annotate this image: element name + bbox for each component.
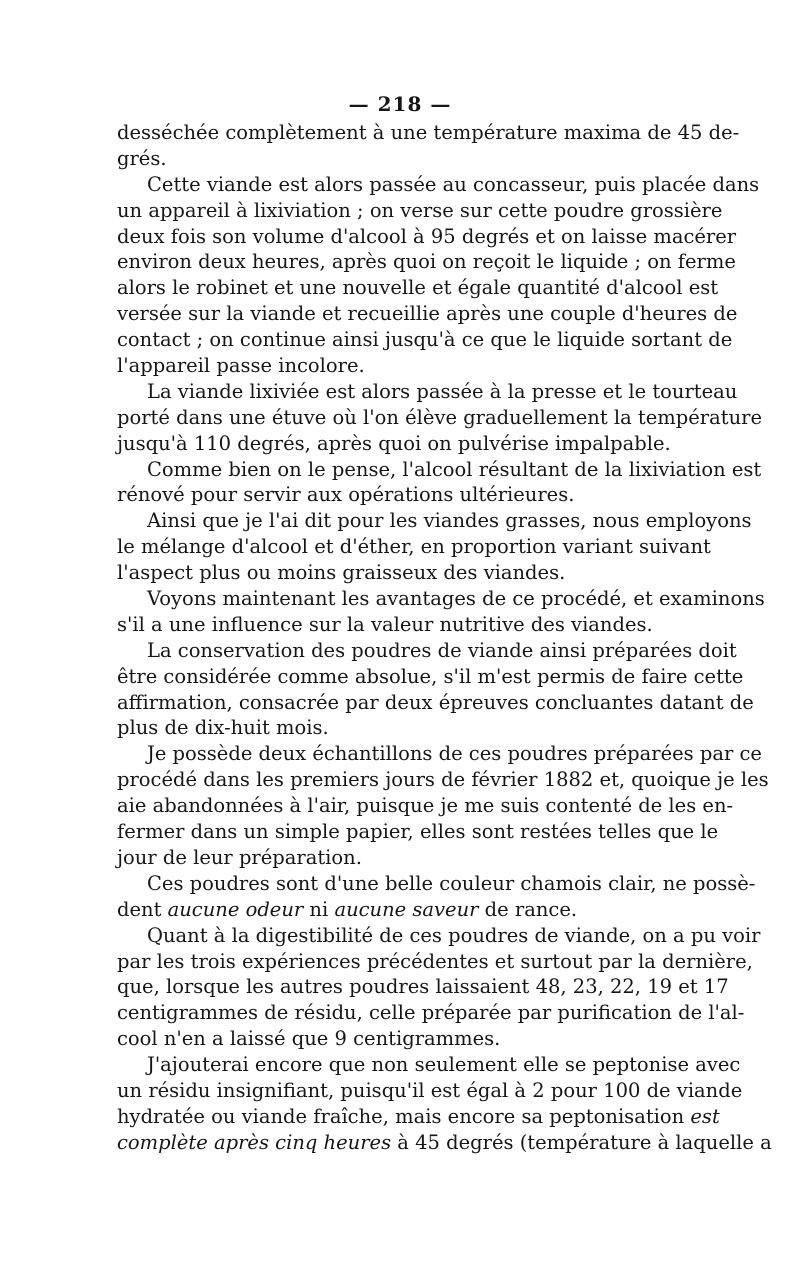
text-line: J'ajouterai encore que non seulement elle se peptonise avec bbox=[147, 1053, 741, 1077]
text-line: que, lorsque les autres poudres laissaient 48, 23, 22, 19 et 17 bbox=[117, 975, 729, 999]
text-line: La conservation des poudres de viande ainsi préparées doit bbox=[147, 638, 737, 662]
text-line: centigrammes de résidu, celle préparée par purification de l'al- bbox=[117, 1001, 745, 1025]
text-line: environ deux heures, après quoi on reçoit le liquide ; on ferme bbox=[117, 250, 736, 274]
page-number: — 218 — bbox=[348, 92, 452, 116]
text-line: jusqu'à 110 degrés, après quoi on pulvérise impalpable. bbox=[117, 431, 671, 455]
text-line: le mélange d'alcool et d'éther, en proportion variant suivant bbox=[117, 535, 711, 559]
text-line: jour de leur préparation. bbox=[117, 845, 362, 869]
text-line: alors le robinet et une nouvelle et égale quantité d'alcool est bbox=[117, 276, 719, 300]
text-line: rénové pour servir aux opérations ultérieures. bbox=[117, 483, 575, 507]
text-line: desséchée complètement à une température maxima de 45 de- bbox=[117, 121, 740, 144]
text-line: un résidu insignifiant, puisqu'il est égal à 2 pour 100 de viande bbox=[117, 1078, 743, 1102]
page-body-text bbox=[117, 120, 772, 1156]
text-line: grés. bbox=[117, 146, 167, 170]
text-line: Ainsi que je l'ai dit pour les viandes grasses, nous employons bbox=[147, 509, 752, 533]
text-line: affirmation, consacrée par deux épreuves concluantes datant de bbox=[117, 690, 754, 714]
text-line: procédé dans les premiers jours de février 1882 et, quoique je les bbox=[117, 768, 769, 792]
text-line: Comme bien on le pense, l'alcool résultant de la lixiviation est bbox=[147, 457, 762, 481]
text-line: par les trois expériences précédentes et surtout par la dernière, bbox=[117, 949, 753, 973]
text-line: Je possède deux échantillons de ces poudres préparées par ce bbox=[147, 742, 762, 766]
text-line: contact ; on continue ainsi jusqu'à ce que le liquide sortant de bbox=[117, 328, 733, 352]
text-line: un appareil à lixiviation ; on verse sur cette poudre grossière bbox=[117, 198, 723, 222]
text-line: plus de dix-huit mois. bbox=[117, 716, 329, 740]
text-line: porté dans une étuve où l'on élève graduellement la température bbox=[117, 405, 763, 429]
text-line: La viande lixiviée est alors passée à la presse et le tourteau bbox=[147, 379, 738, 403]
text-line: Voyons maintenant les avantages de ce procédé, et examinons bbox=[147, 587, 765, 611]
text-line: Cette viande est alors passée au concasseur, puis placée dans bbox=[147, 172, 760, 196]
text-line: l'aspect plus ou moins graisseux des viandes. bbox=[117, 561, 566, 585]
text-line: aie abandonnées à l'air, puisque je me suis contenté de les en- bbox=[117, 794, 734, 818]
text-line: cool n'en a laissé que 9 centigrammes. bbox=[117, 1027, 501, 1051]
text-line: fermer dans un simple papier, elles sont restées telles que le bbox=[117, 820, 719, 844]
text-line: l'appareil passe incolore. bbox=[117, 354, 365, 378]
text-line: deux fois son volume d'alcool à 95 degrés et on laisse macérer bbox=[117, 224, 737, 248]
text-line: être considérée comme absolue, s'il m'est permis de faire cette bbox=[117, 664, 744, 688]
text-line: Quant à la digestibilité de ces poudres de viande, on a pu voir bbox=[147, 923, 761, 947]
text-line: complète après cinq heures à 45 degrés (température à laquelle a bbox=[117, 1130, 772, 1154]
text-line: s'il a une influence sur la valeur nutritive des viandes. bbox=[117, 612, 653, 636]
text-line: hydratée ou viande fraîche, mais encore sa peptonisation est bbox=[117, 1104, 720, 1128]
text-line: Ces poudres sont d'une belle couleur chamois clair, ne possè- bbox=[147, 871, 756, 895]
text-line: dent aucune odeur ni aucune saveur de rance. bbox=[117, 897, 578, 921]
text-line: versée sur la viande et recueillie après une couple d'heures de bbox=[117, 302, 738, 326]
